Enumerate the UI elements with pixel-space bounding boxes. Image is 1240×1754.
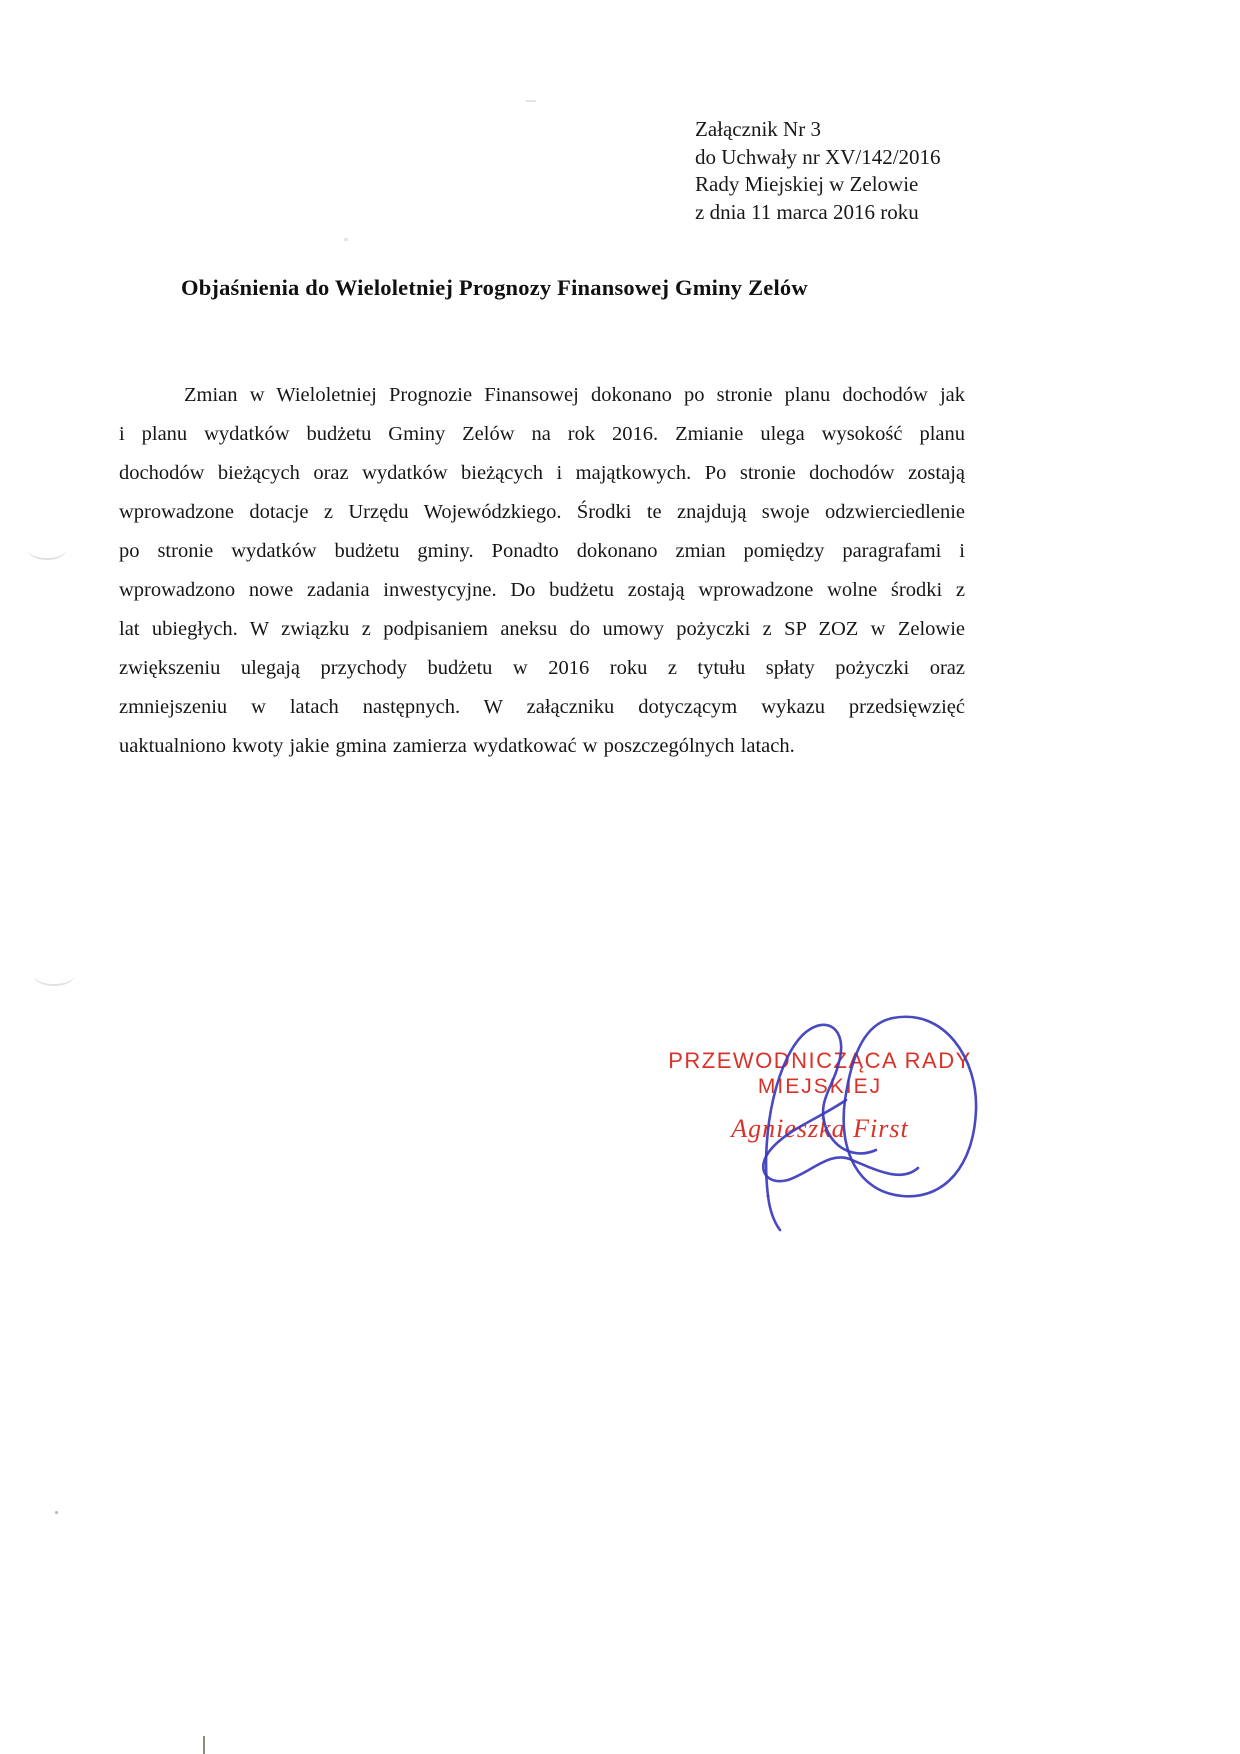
body-line: dochodów bieżących oraz wydatków bieżących i majątkowych. Po stronie dochodów zostają <box>119 462 965 484</box>
scan-artifact <box>344 238 348 241</box>
body-line: zwiększeniu ulegają przychody budżetu w 2016 roku z tytułu spłaty pożyczki oraz <box>119 657 965 679</box>
attachment-reference-block <box>695 116 941 226</box>
scan-artifact-dot <box>55 1511 58 1514</box>
page-title: Objaśnienia do Wieloletniej Prognozy Finansowej Gminy Zelów <box>181 275 808 300</box>
body-line: lat ubiegłych. W związku z podpisaniem aneksu do umowy pożyczki z SP ZOZ w Zelowie <box>119 618 965 640</box>
body-line: zmniejszeniu w latach następnych. W załączniku dotyczącym wykazu przedsięwzięć <box>119 696 965 718</box>
scan-artifact-curve <box>28 540 66 560</box>
scan-artifact-curve <box>34 966 74 986</box>
body-paragraph <box>119 376 965 766</box>
scan-artifact-line <box>203 1736 205 1754</box>
stamp-signer-name: Agnieszka First <box>731 1114 909 1143</box>
resolution-date: z dnia 11 marca 2016 roku <box>695 199 919 224</box>
official-stamp <box>660 1048 980 1142</box>
resolution-number: do Uchwały nr XV/142/2016 <box>695 144 941 169</box>
stamp-title-line2: MIEJSKIEJ <box>757 1075 883 1098</box>
body-line: po stronie wydatków budżetu gminy. Ponadto dokonano zmian pomiędzy paragrafami i <box>119 540 965 562</box>
body-line: wprowadzono nowe zadania inwestycyjne. Do budżetu zostają wprowadzone wolne środki z <box>119 579 965 601</box>
council-name: Rady Miejskiej w Zelowie <box>695 172 919 196</box>
body-line: wprowadzone dotacje z Urzędu Wojewódzkiego. Środki te znajdują swoje odzwierciedlenie <box>119 501 965 523</box>
attachment-number: Załącznik Nr 3 <box>695 117 821 141</box>
scan-artifact <box>526 100 536 102</box>
body-line: i planu wydatków budżetu Gminy Zelów na rok 2016. Zmianie ulega wysokość planu <box>119 423 965 445</box>
body-line: Zmian w Wieloletniej Prognozie Finansowej dokonano po stronie planu dochodów jak <box>184 384 965 406</box>
body-line: uaktualniono kwoty jakie gmina zamierza wydatkować w poszczególnych latach. <box>119 735 795 757</box>
stamp-title-line1: PRZEWODNICZĄCA RADY <box>668 1048 972 1073</box>
